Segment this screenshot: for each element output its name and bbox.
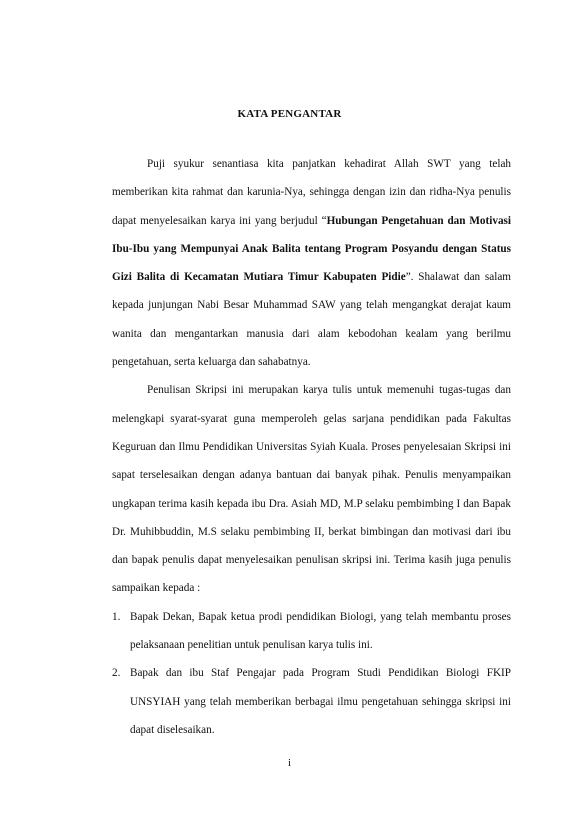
thanks-list [112,603,511,744]
paragraph-opening-intro: Puji syukur senantiasa kita panjatkan kehadirat Allah SWT yang telah memberikan kita rahmat dan karunia-Nya, sehingga dengan izin dan ridha-Nya penulis dapat menyelesaikan karya ini yang berjudul “ [112,158,511,227]
paragraph-opening-outro: ”. Shalawat dan salam kepada junjungan Nabi Besar Muhammad SAW yang telah mengangkat derajat kaum wanita dan mengantarkan manusia dari alam kebodohan kealam yang berilmu pengetahuan, serta keluarga dan sahabatnya. [112,271,511,369]
document-body [112,150,511,744]
list-item [112,603,511,660]
paragraph-opening [112,150,511,376]
thesis-title: Hubungan Pengetahuan dan Motivasi Ibu-Ibu yang Mempunyai Anak Balita tentang Program Posyandu dengan Status Gizi Balita di Kecamatan Mutiara Timur Kabupaten Pidie [112,214,511,284]
list-item-text: Bapak dan ibu Staf Pengajar pada Program Studi Pendidikan Biologi FKIP UNSYIAH yang telah memberikan berbagai ilmu pengetahuan sehingga skripsi ini dapat diselesaikan. [130,667,511,736]
list-item-text: Bapak Dekan, Bapak ketua prodi pendidikan Biologi, yang telah membantu proses pelaksanaan penelitian untuk penulisan karya tulis ini. [130,610,511,652]
list-item-number: 2. [112,667,121,680]
list-item-number: 1. [112,610,121,623]
page-number: i [287,757,292,769]
paragraph-acknowledgement: Penulisan Skripsi ini merupakan karya tulis untuk memenuhi tugas-tugas dan melengkapi syarat-syarat guna memperoleh gelas sarjana pendidikan pada Fakultas Keguruan dan Ilmu Pendidikan Universitas Syiah Kuala. Proses penyelesaian Skripsi ini sapat terselesaikan dengan adanya bantuan dai banyak pihak. Penulis menyampaikan ungkapan terima kasih kepada ibu Dra. Asiah MD, M.P selaku pembimbing I dan Bapak Dr. Muhibbuddin, M.S selaku pembimbing II, berkat bimbingan dan motivasi dari ibu dan bapak penulis dapat menyelesaikan penulisan skripsi ini. Terima kasih juga penulis sampaikan kepada : [112,384,511,595]
page-title: KATA PENGANTAR [237,108,342,120]
list-item [112,659,511,744]
